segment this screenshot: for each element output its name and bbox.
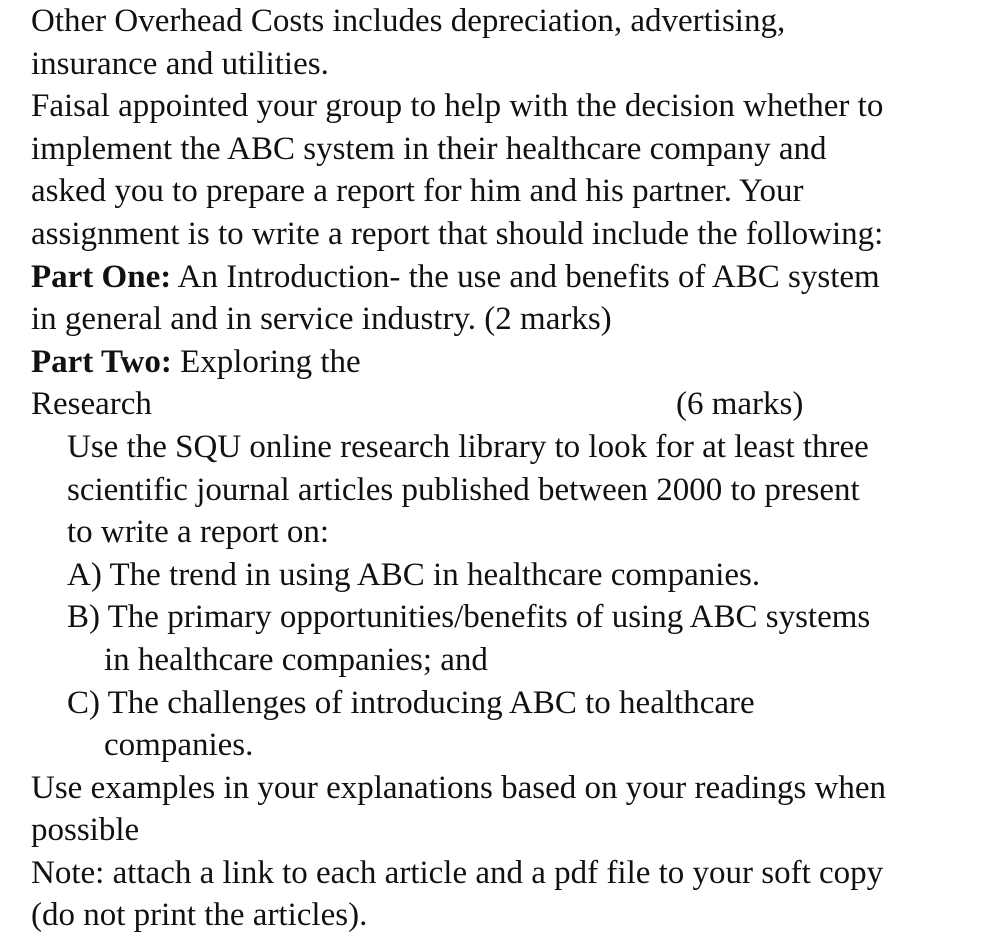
list-item-a: A) The trend in using ABC in healthcare companies. — [67, 556, 761, 593]
part-two-label: Part Two: — [31, 343, 172, 380]
part-two-text-2: Research — [31, 386, 152, 423]
part-two-text-1: Exploring the — [171, 343, 361, 380]
examples-line-1: Use examples in your explanations based on your readings when — [31, 769, 887, 806]
note-line-1: Note: attach a link to each article and a pdf file to your soft copy — [31, 854, 884, 891]
part-one-heading — [31, 256, 986, 299]
intro-line-4: assignment is to write a report that should include the following: — [31, 215, 884, 252]
examples-line-2: possible — [31, 812, 140, 849]
intro-line-2: implement the ABC system in their healthcare company and — [31, 130, 827, 167]
intro-line-1: Faisal appointed your group to help with the decision whether to — [31, 88, 884, 125]
list-item-c-continued: companies. — [104, 727, 254, 764]
list-item-b: B) The primary opportunities/benefits of using ABC systems — [67, 599, 871, 636]
note-line-2: (do not print the articles). — [31, 897, 368, 934]
part-one-text-2: in general and in service industry. (2 marks) — [31, 301, 612, 338]
assignment-document — [31, 0, 986, 937]
overhead-costs-line-2: insurance and utilities. — [31, 45, 329, 82]
intro-line-3: asked you to prepare a report for him and his partner. Your — [31, 173, 804, 210]
research-line-1: Use the SQU online research library to look for at least three — [67, 428, 869, 465]
part-one-label: Part One: — [31, 258, 172, 295]
part-two-heading — [31, 341, 986, 384]
research-line-2: scientific journal articles published between 2000 to present — [67, 471, 860, 508]
part-two-research-line — [31, 383, 986, 426]
research-line-3: to write a report on: — [67, 514, 330, 551]
part-one-text-1: An Introduction- the use and benefits of ABC system — [171, 258, 880, 295]
list-item-b-continued: in healthcare companies; and — [104, 641, 488, 678]
list-item-c: C) The challenges of introducing ABC to healthcare — [67, 684, 755, 721]
overhead-costs-line-1: Other Overhead Costs includes depreciation, advertising, — [31, 3, 786, 39]
part-two-marks: (6 marks) — [676, 386, 804, 423]
